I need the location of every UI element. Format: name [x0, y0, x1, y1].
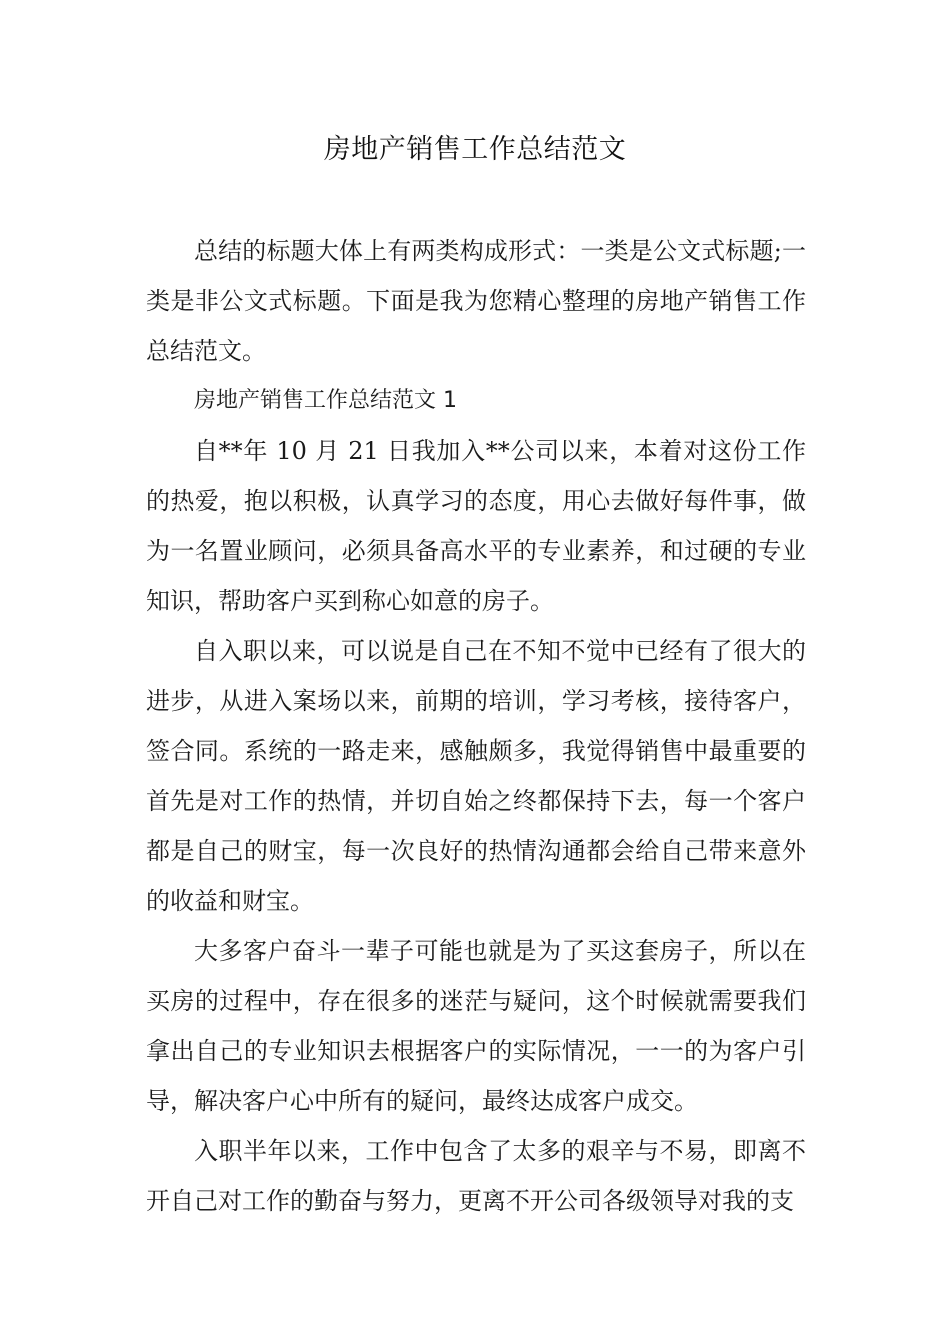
section-heading: 房地产销售工作总结范文 1	[194, 388, 457, 413]
document-body	[146, 226, 806, 1226]
intro-paragraph: 总结的标题大体上有两类构成形式：一类是公文式标题;一类是非公文式标题。下面是我为您精心整理的房地产销售工作总结范文。	[146, 237, 806, 365]
body-paragraph: 自**年 10 月 21 日我加入**公司以来，本着对这份工作的热爱，抱以积极，认真学习的态度，用心去做好每件事，做为一名置业顾问，必须具备高水平的专业素养，和过硬的专业知识，帮助客户买到称心如意的房子。	[146, 437, 806, 615]
body-paragraph: 大多客户奋斗一辈子可能也就是为了买这套房子，所以在买房的过程中，存在很多的迷茫与疑问，这个时候就需要我们拿出自己的专业知识去根据客户的实际情况，一一的为客户引导，解决客户心中所有的疑问，最终达成客户成交。	[146, 937, 806, 1115]
body-paragraph: 自入职以来，可以说是自己在不知不觉中已经有了很大的进步，从进入案场以来，前期的培训，学习考核，接待客户，签合同。系统的一路走来，感触颇多，我觉得销售中最重要的首先是对工作的热情，并切自始之终都保持下去，每一个客户都是自己的财宝，每一次良好的热情沟通都会给自己带来意外的收益和财宝。	[146, 637, 806, 915]
body-paragraph: 入职半年以来，工作中包含了太多的艰辛与不易，即离不开自己对工作的勤奋与努力，更离不开公司各级领导对我的支	[146, 1137, 806, 1215]
document-title: 房地产销售工作总结范文	[323, 134, 627, 165]
